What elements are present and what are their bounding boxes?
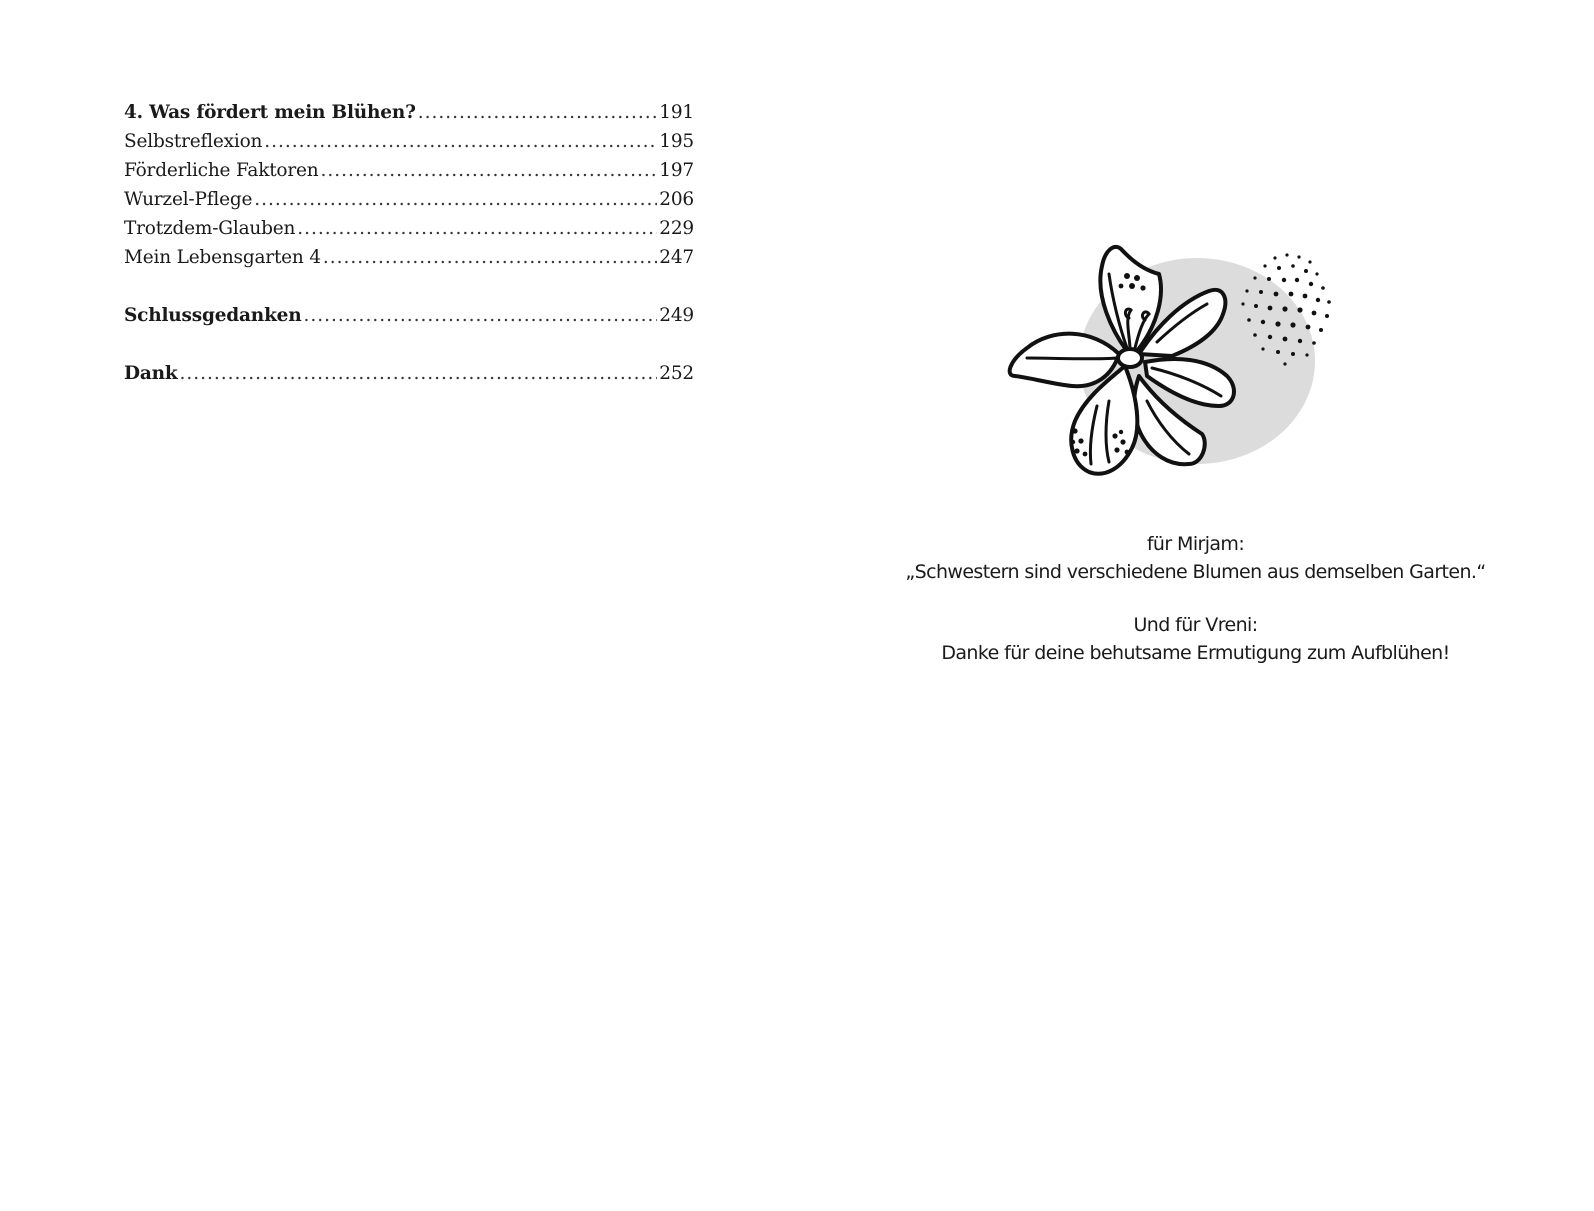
toc-entry-title: Selbstreflexion (124, 131, 263, 152)
toc-entry-title: Trotzdem-Glauben (124, 218, 296, 239)
dedication-block-mirjam (797, 530, 1594, 586)
dedication-line: für Mirjam: (1146, 533, 1245, 555)
table-of-contents (124, 98, 694, 388)
toc-entry-page: 252 (659, 363, 694, 384)
toc-dot-leader (180, 359, 658, 388)
right-page (797, 0, 1594, 1211)
toc-entry-mein-lebensgarten-4 (124, 243, 694, 272)
toc-entry-title: Wurzel-Pflege (124, 189, 253, 210)
toc-entry-dank (124, 359, 694, 388)
toc-entry-selbstreflexion (124, 127, 694, 156)
toc-entry-schlussgedanken (124, 301, 694, 330)
toc-entry-foerderliche-faktoren (124, 156, 694, 185)
toc-dot-leader (323, 243, 657, 272)
toc-dot-leader (418, 98, 658, 127)
toc-entry-title: Förderliche Faktoren (124, 160, 319, 181)
dedication-quote: „Schwestern sind verschiedene Blumen aus demselben Garten.“ (905, 561, 1486, 583)
lily-flower-icon (997, 236, 1367, 496)
toc-dot-leader (304, 301, 658, 330)
toc-entry-chapter-4 (124, 98, 694, 127)
toc-entry-page: 247 (659, 247, 694, 268)
toc-entry-title: Schlussgedanken (124, 305, 302, 326)
dedication-block-vreni (797, 611, 1594, 667)
toc-entry-page: 206 (659, 189, 694, 210)
toc-entry-page: 229 (659, 218, 694, 239)
toc-entry-title: Dank (124, 363, 178, 384)
toc-dot-leader (297, 214, 657, 243)
toc-entry-page: 249 (659, 305, 694, 326)
toc-entry-wurzel-pflege (124, 185, 694, 214)
toc-entry-title: Mein Lebensgarten 4 (124, 247, 321, 268)
toc-dot-leader (254, 185, 657, 214)
toc-entry-title: 4. Was fördert mein Blühen? (124, 102, 416, 123)
toc-entry-page: 197 (659, 160, 694, 181)
toc-entry-trotzdem-glauben (124, 214, 694, 243)
dedication-line: Und für Vreni: (1133, 614, 1258, 636)
toc-entry-page: 191 (659, 102, 694, 123)
dedication-thanks: Danke für deine behutsame Ermutigung zum Aufblühen! (941, 642, 1450, 664)
toc-entry-page: 195 (659, 131, 694, 152)
toc-dot-leader (264, 127, 657, 156)
dedication (797, 530, 1594, 692)
toc-dot-leader (320, 156, 657, 185)
